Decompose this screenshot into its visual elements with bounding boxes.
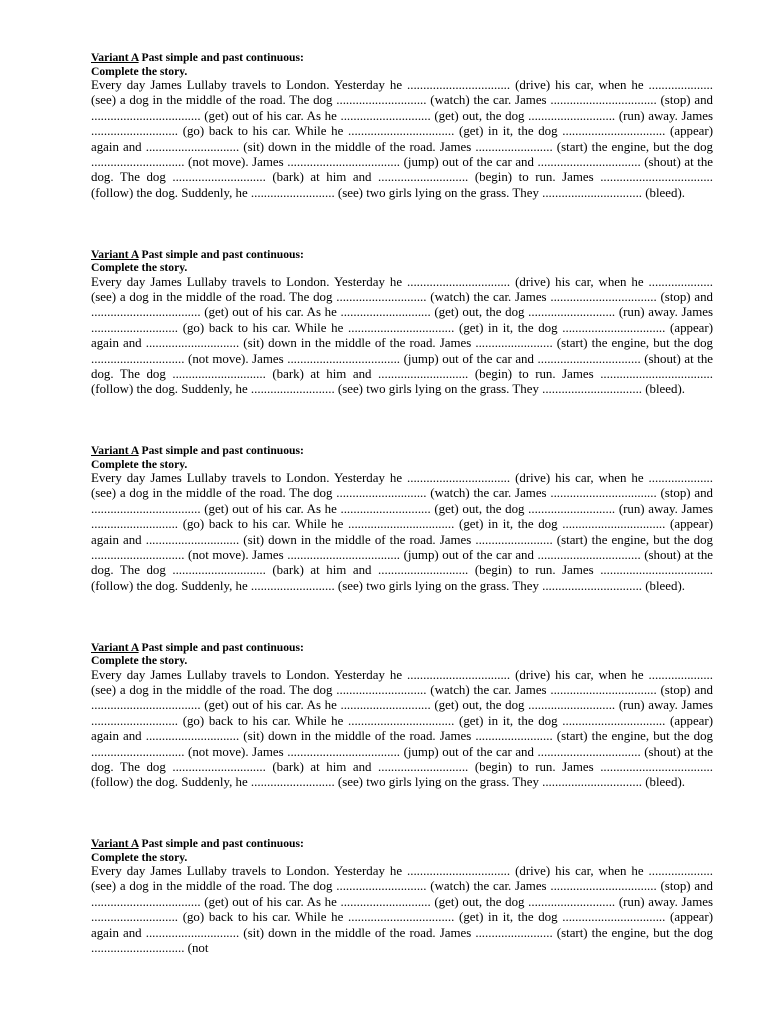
instruction: Complete the story. [91,850,188,864]
worksheet-page [91,51,713,1034]
exercise-block-4 [91,641,713,838]
exercise-heading [91,641,713,655]
topic-title: Past simple and past continuous: [141,837,304,850]
exercise-block-5 [91,837,713,1034]
exercise-heading [91,51,713,65]
variant-label: Variant A [91,247,139,261]
story-text: Every day James Lullaby travels to London. Yesterday he ................................ (drive) his car, when he .................... (see) a dog in the middle of the road. The dog ............................ (watch) the car. James ................................. (stop) and .................................. (get) out of his car. As he ............................ (get) out, the dog ........................... (run) away. James ........................... (go) back to his car. While he ................................. (get) in it, the dog ................................ (appear) again and ............................. (sit) down in the middle of the road. James ........................ (start) the engine, but the dog ............................. (not move). James ................................... (jump) out of the car and ................................ (shout) at the dog. The dog ............................. (bark) at him and ............................ (begin) to run. James ................................... (follow) the dog. Suddenly, he .......................... (see) two girls lying on the grass. They ............................... (bleed). [91,274,713,397]
topic-title: Past simple and past continuous: [141,247,304,261]
exercise-block-3 [91,444,713,641]
topic-title: Past simple and past continuous: [141,51,304,64]
variant-label: Variant A [91,837,139,850]
topic-title: Past simple and past continuous: [141,640,304,654]
variant-label: Variant A [91,51,139,64]
story-text: Every day James Lullaby travels to London. Yesterday he ................................ (drive) his car, when he .................... (see) a dog in the middle of the road. The dog ............................ (watch) the car. James ................................. (stop) and .................................. (get) out of his car. As he ............................ (get) out, the dog ........................... (run) away. James ........................... (go) back to his car. While he ................................. (get) in it, the dog ................................ (appear) again and ............................. (sit) down in the middle of the road. James ........................ (start) the engine, but the dog ............................. (not [91,864,713,956]
instruction: Complete the story. [91,261,188,274]
exercise-block-1 [91,51,713,248]
instruction: Complete the story. [91,64,188,78]
story-text: Every day James Lullaby travels to London. Yesterday he ................................ (drive) his car, when he .................... (see) a dog in the middle of the road. The dog ............................ (watch) the car. James ................................. (stop) and .................................. (get) out of his car. As he ............................ (get) out, the dog ........................... (run) away. James ........................... (go) back to his car. While he ................................. (get) in it, the dog ................................ (appear) again and ............................. (sit) down in the middle of the road. James ........................ (start) the engine, but the dog ............................. (not move). James ................................... (jump) out of the car and ................................ (shout) at the dog. The dog ............................. (bark) at him and ............................ (begin) to run. James ................................... (follow) the dog. Suddenly, he .......................... (see) two girls lying on the grass. They ............................... (bleed). [91,471,713,593]
story-text: Every day James Lullaby travels to London. Yesterday he ................................ (drive) his car, when he .................... (see) a dog in the middle of the road. The dog ............................ (watch) the car. James ................................. (stop) and .................................. (get) out of his car. As he ............................ (get) out, the dog ........................... (run) away. James ........................... (go) back to his car. While he ................................. (get) in it, the dog ................................ (appear) again and ............................. (sit) down in the middle of the road. James ........................ (start) the engine, but the dog ............................. (not move). James ................................... (jump) out of the car and ................................ (shout) at the dog. The dog ............................. (bark) at him and ............................ (begin) to run. James ................................... (follow) the dog. Suddenly, he .......................... (see) two girls lying on the grass. They ............................... (bleed). [91,667,713,790]
variant-label: Variant A [91,444,139,457]
exercise-heading [91,444,713,458]
instruction: Complete the story. [91,457,188,471]
exercise-block-2 [91,248,713,445]
story-text: Every day James Lullaby travels to London. Yesterday he ................................ (drive) his car, when he .................... (see) a dog in the middle of the road. The dog ............................ (watch) the car. James ................................. (stop) and .................................. (get) out of his car. As he ............................ (get) out, the dog ........................... (run) away. James ........................... (go) back to his car. While he ................................. (get) in it, the dog ................................ (appear) again and ............................. (sit) down in the middle of the road. James ........................ (start) the engine, but the dog ............................. (not move). James ................................... (jump) out of the car and ................................ (shout) at the dog. The dog ............................. (bark) at him and ............................ (begin) to run. James ................................... (follow) the dog. Suddenly, he .......................... (see) two girls lying on the grass. They ............................... (bleed). [91,78,713,200]
exercise-heading [91,837,713,851]
exercise-heading [91,248,713,262]
instruction: Complete the story. [91,654,188,667]
variant-label: Variant A [91,640,139,654]
topic-title: Past simple and past continuous: [141,444,304,457]
